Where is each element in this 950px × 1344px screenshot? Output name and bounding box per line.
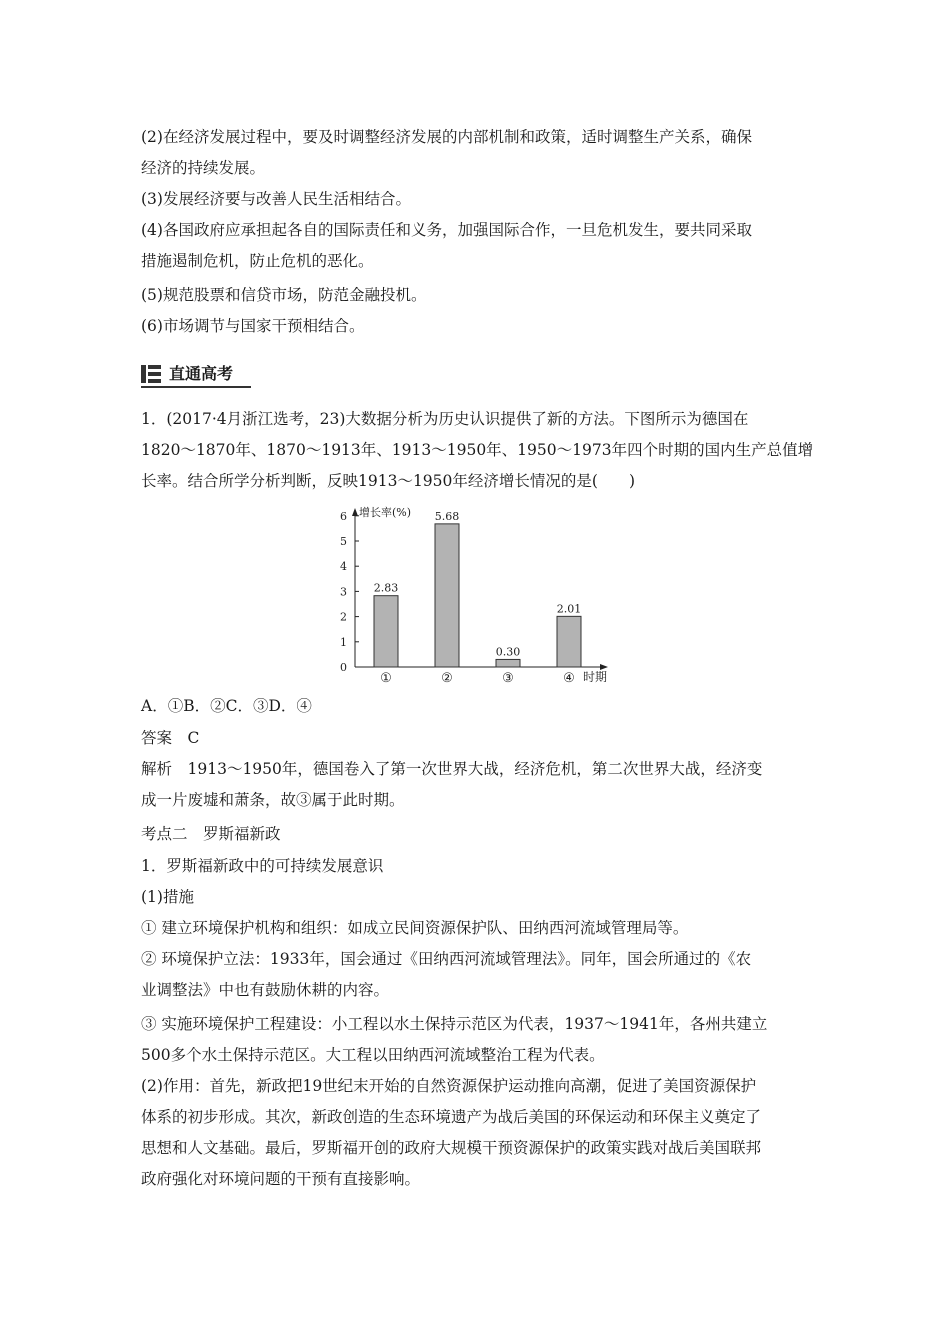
- subheading: (1)措施: [141, 888, 194, 906]
- y-tick-label: 1: [340, 635, 347, 649]
- bar-value-label: 2.01: [556, 602, 582, 616]
- x-tick-label: ③: [502, 671, 514, 686]
- answer-options: A．①B．②C．③D．④: [141, 697, 312, 715]
- bar: [496, 659, 520, 667]
- gdp-growth-bar-chart: [330, 500, 620, 690]
- section-underline: [141, 386, 251, 388]
- bar-value-label: 2.83: [373, 581, 399, 595]
- subheading: 1．罗斯福新政中的可持续发展意识: [141, 857, 384, 875]
- y-tick-label: 6: [340, 509, 347, 523]
- paragraph-line: 体系的初步形成。其次，新政创造的生态环境遗产为战后美国的环保运动和环保主义奠定了: [141, 1108, 762, 1126]
- question-line: 1．(2017·4月浙江选考，23)大数据分析为历史认识提供了新的方法。下图所示为德国在: [141, 410, 749, 428]
- y-tick-label: 4: [340, 560, 347, 574]
- topic-heading: 考点二 罗斯福新政: [141, 825, 281, 843]
- bar-value-label: 0.30: [495, 645, 521, 659]
- paragraph-line: (4)各国政府应承担起各自的国际责任和义务，加强国际合作，一旦危机发生，要共同采取: [141, 221, 752, 239]
- paragraph-line: (3)发展经济要与改善人民生活相结合。: [141, 190, 411, 208]
- paragraph-line: (2)在经济发展过程中，要及时调整经济发展的内部机制和政策，适时调整生产关系，确保: [141, 128, 752, 146]
- list-item: ③ 实施环境保护工程建设：小工程以水土保持示范区为代表，1937～1941年，各州共建立: [141, 1015, 768, 1033]
- paragraph-line: 思想和人文基础。最后，罗斯福开创的政府大规模干预资源保护的政策实践对战后美国联邦: [141, 1139, 762, 1157]
- section-title: 直通高考: [169, 364, 234, 383]
- list-item: ① 建立环境保护机构和组织：如成立民间资源保护队、田纳西河流域管理局等。: [141, 919, 689, 937]
- section-header: [141, 363, 251, 387]
- x-tick-label: ①: [380, 671, 392, 686]
- y-tick-label: 5: [340, 535, 347, 548]
- y-tick-label: 0: [340, 661, 347, 674]
- bar: [435, 524, 459, 667]
- bar: [374, 596, 398, 667]
- y-axis-arrow-icon: [352, 508, 358, 516]
- list-item: 500多个水土保持示范区。大工程以田纳西河流域整治工程为代表。: [141, 1046, 605, 1064]
- paragraph-line: 措施遏制危机，防止危机的恶化。: [141, 252, 374, 270]
- list-item: 业调整法》中也有鼓励休耕的内容。: [141, 981, 390, 999]
- x-tick-label: ②: [441, 671, 453, 686]
- y-tick-label: 3: [340, 585, 347, 599]
- bar-value-label: 5.68: [434, 509, 460, 523]
- paragraph-line: (5)规范股票和信贷市场，防范金融投机。: [141, 286, 427, 304]
- section-marker-icon: [141, 365, 161, 383]
- paragraph-line: (2)作用：首先，新政把19世纪末开始的自然资源保护运动推向高潮，促进了美国资源保护: [141, 1077, 757, 1095]
- bar: [557, 616, 581, 667]
- x-tick-label: ④: [563, 671, 575, 686]
- paragraph-line: 经济的持续发展。: [141, 159, 266, 177]
- y-tick-label: 2: [340, 610, 347, 624]
- y-axis-label: 增长率(%): [359, 506, 412, 519]
- list-item: ② 环境保护立法：1933年，国会通过《田纳西河流域管理法》。同年，国会所通过的《农: [141, 950, 752, 968]
- answer-line: 答案 C: [141, 729, 200, 747]
- paragraph-line: 政府强化对环境问题的干预有直接影响。: [141, 1170, 421, 1188]
- analysis-line: 成一片废墟和萧条，故③属于此时期。: [141, 791, 405, 809]
- question-line: 1820～1870年、1870～1913年、1913～1950年、1950～1973年四个时期的国内生产总值增: [141, 441, 814, 459]
- paragraph-line: (6)市场调节与国家干预相结合。: [141, 317, 365, 335]
- analysis-line: 解析 1913～1950年，德国卷入了第一次世界大战，经济危机，第二次世界大战，经济变: [141, 760, 763, 778]
- x-axis-label: 时期: [583, 670, 608, 684]
- question-line: 长率。结合所学分析判断，反映1913～1950年经济增长情况的是( ): [141, 472, 635, 490]
